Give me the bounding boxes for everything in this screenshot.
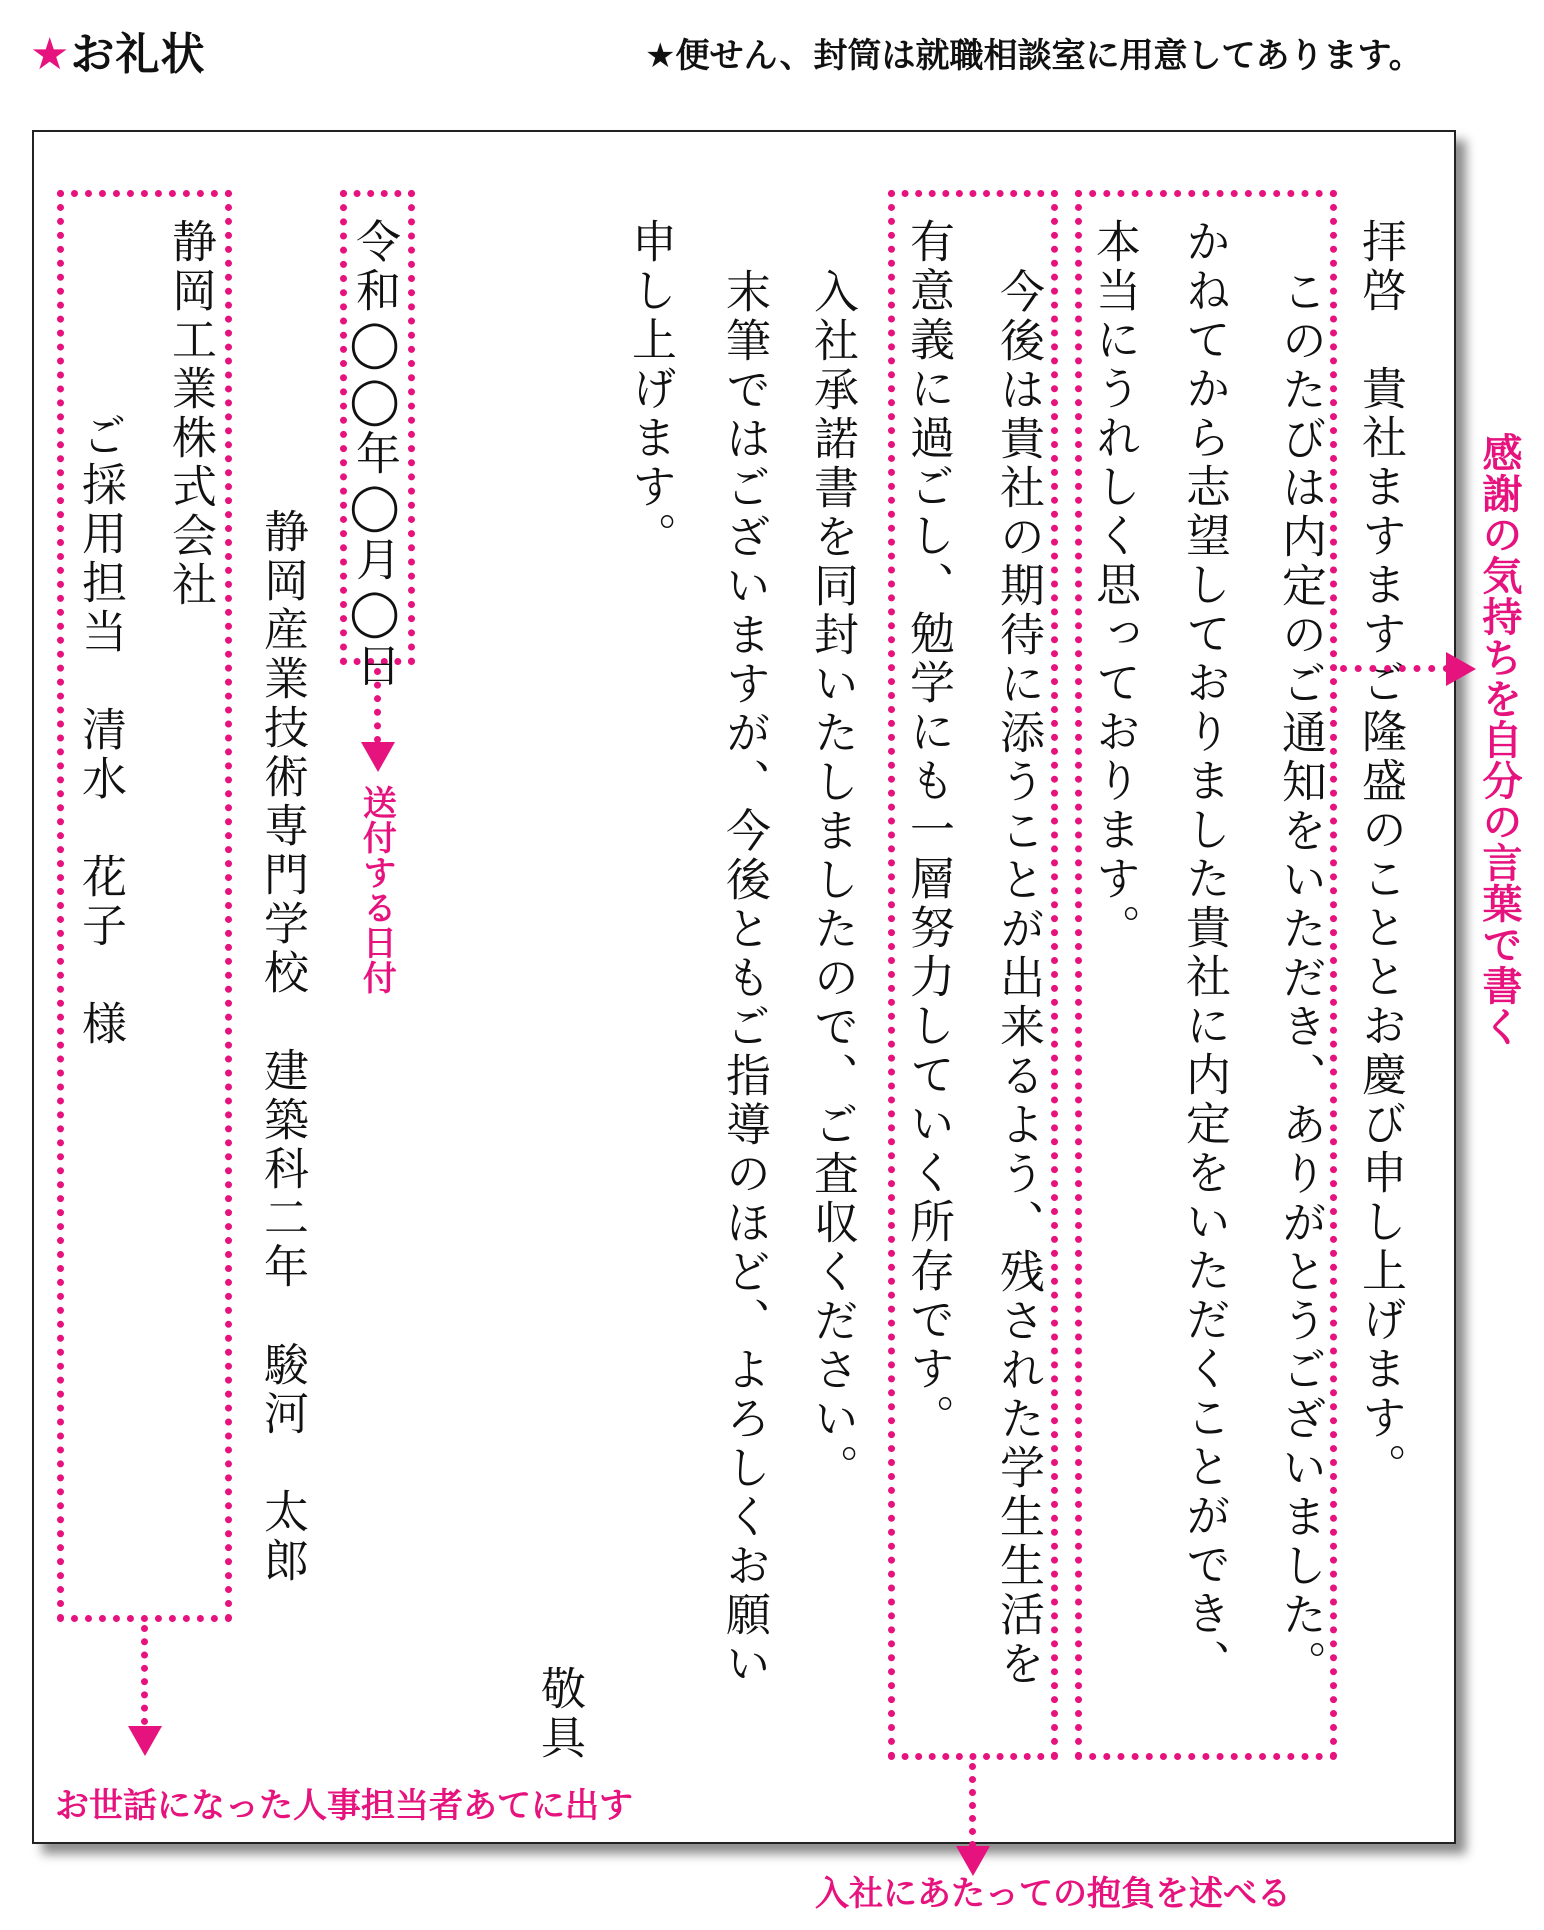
recipient-arrow-icon (128, 1726, 162, 1756)
recipient-person: ご採用担当 清水 花子 様 (74, 412, 127, 1049)
date-note: 送付する日付 (356, 785, 397, 995)
date-arrow-icon (361, 742, 395, 772)
closing-line-3: 申し上げます。 (624, 218, 677, 561)
sender-line: 静岡産業技術専門学校 建築科二年 駿河 太郎 (256, 508, 309, 1586)
date-connector (374, 668, 381, 743)
closing-line-1: 入社承諾書を同封いたしましたので、ご査収ください。 (806, 268, 859, 1493)
page-title (30, 18, 205, 82)
letter-date: 令和◯◯年◯月◯日 (348, 218, 401, 691)
thanks-line-3: 本当にうれしく思っております。 (1088, 218, 1141, 953)
letter-opening: 拝啓 貴社ますますご隆盛のこととお慶び申し上げます。 (1354, 218, 1407, 1492)
recipient-connector (141, 1625, 148, 1725)
closing-word: 敬具 (533, 1665, 586, 1763)
aspiration-note: 入社にあたっての抱負を述べる (815, 1874, 1291, 1914)
aspiration-line-2: 有意義に過ごし、勉学にも一層努力していく所存です。 (902, 218, 955, 1443)
recipient-company: 静岡工業株式会社 (164, 218, 217, 610)
recipient-note: お世話になった人事担当者あてに出す (55, 1786, 633, 1826)
aspiration-connector (969, 1763, 976, 1848)
title-text: お礼状 (70, 29, 206, 80)
gratitude-arrow-icon (1446, 652, 1476, 686)
thanks-line-2: かねてから志望しておりました貴社に内定をいただくことができ、 (1178, 218, 1231, 1688)
supply-note: ★便せん、封筒は就職相談室に用意してあります。 (645, 36, 1423, 76)
star-icon: ★ (30, 29, 71, 80)
gratitude-connector (1340, 665, 1450, 672)
gratitude-note: 感謝の気持ちを自分の言葉で書く (1476, 432, 1522, 1047)
closing-line-2: 末筆ではございますが、今後ともご指導のほど、よろしくお願い (718, 268, 771, 1689)
thanks-line-1: このたびは内定のご通知をいただき、ありがとうございました。 (1274, 268, 1327, 1689)
aspiration-line-1: 今後は貴社の期待に添うことが出来るよう、残された学生生活を (992, 268, 1045, 1689)
